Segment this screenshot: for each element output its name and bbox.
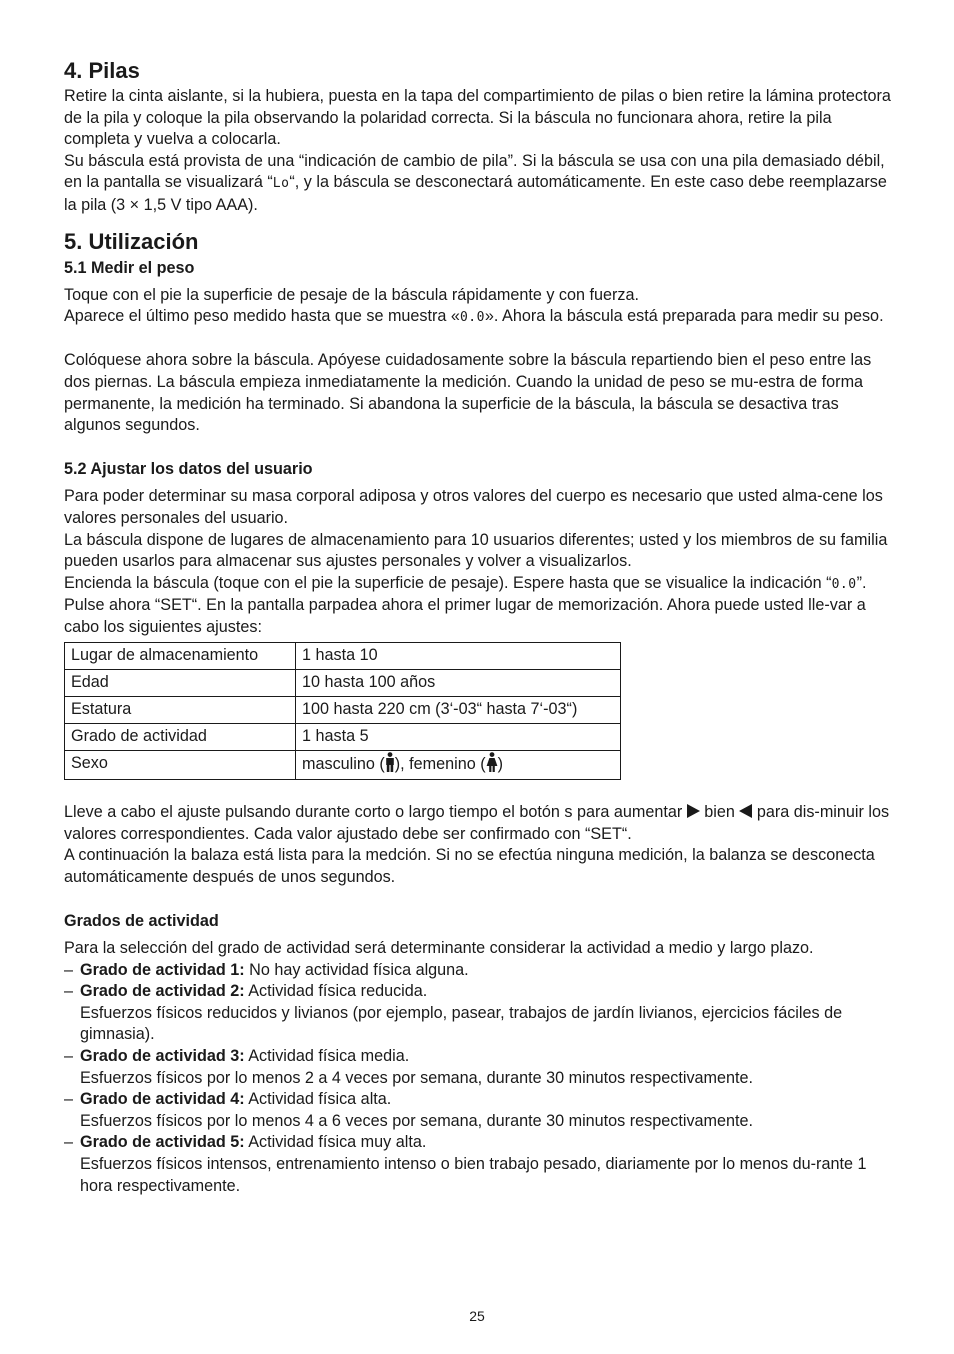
arrow-right-icon (687, 804, 700, 818)
male-icon (385, 752, 395, 777)
table-row (65, 724, 621, 751)
list-item: – Grado de actividad 5: Actividad física muy alta. Esfuerzos físicos intensos, entrenamiento intenso o bien trabajo pesado, diariamente por lo menos du-rante 1 hora respectivamente. (64, 1133, 867, 1195)
table-cell-value: masculino ( ), femenino ( ) (296, 751, 621, 780)
list-item: – Grado de actividad 2: Actividad física reducida. Esfuerzos físicos reducidos y livianos (por ejemplo, pasear, trabajos de jardín livianos, ejercicios fáciles de gimnasia). (64, 982, 843, 1044)
list-item: – Grado de actividad 4: Actividad física alta. Esfuerzos físicos por lo menos 4 a 6 veces por semana, durante 30 minutos respectivamente. (64, 1090, 754, 1130)
section-5-1-paragraph-1: Toque con el pie la superficie de pesaje de la báscula rápidamente y con fuerza. (64, 285, 640, 304)
section-5-1-title: 5.1 Medir el peso (64, 258, 195, 277)
section-5-2-paragraph-5: Lleve a cabo el ajuste pulsando durante corto o largo tiempo el botón s para aumentar bien para dis-minuir los valores correspondientes. Cada valor ajustado debe ser confirmado con “SET“. (64, 803, 890, 843)
table-row (65, 697, 621, 724)
page-number: 25 (469, 1308, 485, 1324)
table-cell-value: 1 hasta 5 (296, 724, 621, 751)
document-page (64, 56, 894, 1197)
section-5-2-paragraph-3: Encienda la báscula (toque con el pie la superficie de pesaje). Espere hasta que se visualice la indicación “0.0”. (64, 573, 867, 592)
section-5-2-paragraph-4: Pulse ahora “SET“. En la pantalla parpadea ahora el primer lugar de memorización. Ahora puede usted lle-var a cabo los siguientes ajustes: (64, 596, 866, 636)
table-cell-value: 10 hasta 100 años (296, 670, 621, 697)
grados-intro: Para la selección del grado de actividad será determinante considerar la actividad a medio y largo plazo. (64, 939, 814, 958)
grados-title: Grados de actividad (64, 912, 219, 931)
section-5-title: 5. Utilización (64, 228, 199, 254)
lcd-zero-indicator: 0.0 (831, 576, 857, 592)
section-5-2-title: 5.2 Ajustar los datos del usuario (64, 460, 313, 479)
table-row (65, 643, 621, 670)
female-icon (486, 752, 498, 777)
table-cell-label: Lugar de almacenamiento (65, 643, 296, 670)
section-5-2-paragraph-6: A continuación la balaza está lista para la medción. Si no se efectúa ninguna medición, la balanza se desconecta automáticamente después de unos segundos. (64, 846, 875, 886)
section-4-title: 4. Pilas (64, 58, 140, 83)
table-cell-label: Edad (65, 670, 296, 697)
table-cell-label: Grado de actividad (65, 724, 296, 751)
table-row (65, 751, 621, 780)
section-5-2-paragraph-2: La báscula dispone de lugares de almacenamiento para 10 usuarios diferentes; usted y los miembros de su familia pueden usarlos para almacenar sus ajustes personales y volver a visualizarlos. (64, 530, 888, 571)
section-4-paragraph-2: Su báscula está provista de una “indicación de cambio de pila”. Si la báscula se usa con una pila demasiado débil, en la pantalla se visualizará “Lo“, y la báscula se desconectará automáticamente. En este caso debe reemplazarse la pila (3 × 1,5 V tipo AAA). (64, 151, 887, 214)
settings-table (64, 642, 621, 780)
lcd-zero-indicator: 0.0 (459, 310, 485, 326)
section-5-1-paragraph-3: Colóquese ahora sobre la báscula. Apóyese cuidadosamente sobre la báscula repartiendo bien el peso entre las dos piernas. La báscula empieza inmediatamente la medición. Cuando la unidad de peso se mu-estra de forma permanente, la medición ha terminado. Si abandona la superficie de la báscula, la báscula se desactiva tras algunos segundos. (64, 351, 872, 435)
list-item: – Grado de actividad 3: Actividad física media. Esfuerzos físicos por lo menos 2 a 4 veces por semana, durante 30 minutos respectivamente. (64, 1047, 754, 1087)
section-5-1-paragraph-2: Aparece el último peso medido hasta que se muestra «0.0». Ahora la báscula está preparada para medir su peso. (64, 307, 884, 326)
table-cell-value: 100 hasta 220 cm (3‘-03“ hasta 7‘-03“) (296, 697, 621, 724)
table-cell-label: Sexo (65, 751, 296, 780)
list-item: – Grado de actividad 1: No hay actividad física alguna. (64, 960, 469, 979)
arrow-left-icon (739, 804, 752, 818)
section-4-paragraph-1: Retire la cinta aislante, si la hubiera, puesta en la tapa del compartimiento de pilas o bien retire la lámina protectora de la pila y coloque la pila observando la polaridad correcta. Si la báscula no funcionara ahora, retire la pila completa y vuelva a colocarla. (64, 87, 891, 149)
grados-list (64, 960, 894, 1198)
table-row (65, 670, 621, 697)
table-cell-value: 1 hasta 10 (296, 643, 621, 670)
table-cell-label: Estatura (65, 697, 296, 724)
section-5-2-paragraph-1: Para poder determinar su masa corporal adiposa y otros valores del cuerpo es necesario que usted alma-cene los valores personales del usuario. (64, 487, 883, 527)
lcd-lo-indicator: Lo (272, 176, 290, 192)
